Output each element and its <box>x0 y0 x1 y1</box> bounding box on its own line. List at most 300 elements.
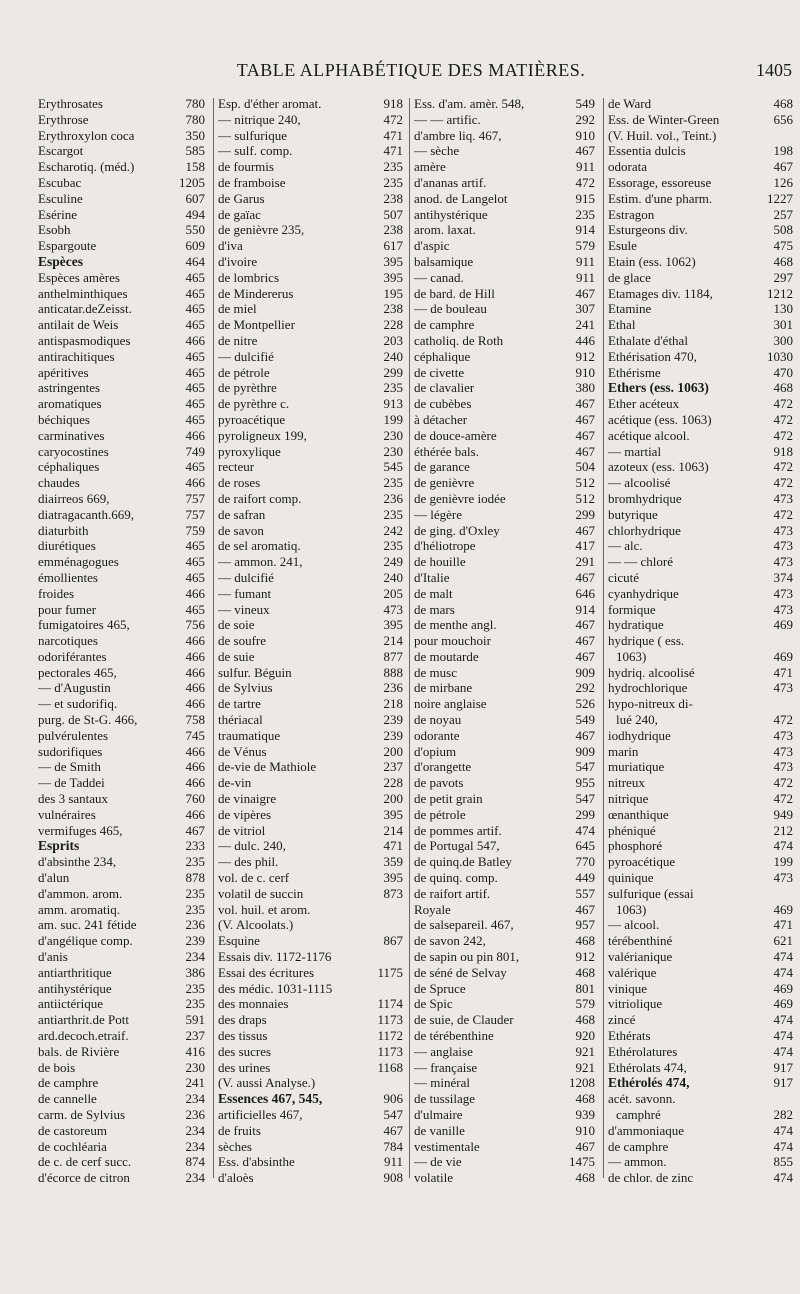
entry-term: — anglaise <box>414 1043 473 1059</box>
entry-page-ref: 547 <box>383 1107 403 1122</box>
entry-page-ref: 1168 <box>377 1059 403 1075</box>
index-entry <box>38 523 208 539</box>
entry-page-ref: 949 <box>773 806 793 822</box>
entry-page-ref: 395 <box>383 806 403 822</box>
entry-page-ref: 465 <box>185 538 205 554</box>
index-entry <box>38 744 208 760</box>
entry-page-ref: 234 <box>185 1091 205 1107</box>
index-entry <box>38 380 208 396</box>
index-entry <box>608 159 796 175</box>
entry-page-ref: 467 <box>575 443 595 459</box>
entry-term: de safran <box>218 506 266 522</box>
entry-term: de clavalier <box>414 380 475 396</box>
entry-page-ref: 249 <box>383 554 403 570</box>
index-entry <box>414 586 598 602</box>
entry-term: de soie <box>218 617 255 633</box>
entry-term: phéniqué <box>608 822 656 838</box>
index-entry <box>608 728 796 744</box>
entry-page-ref: 909 <box>575 664 595 680</box>
index-entry <box>414 238 598 254</box>
entry-page-ref: 545 <box>383 459 403 475</box>
index-entry <box>608 759 796 775</box>
entry-page-ref: 466 <box>185 585 205 601</box>
index-entry <box>38 1044 208 1060</box>
entry-page-ref: 1227 <box>767 190 793 206</box>
index-entry <box>608 791 796 807</box>
entry-term: à détacher <box>414 411 468 427</box>
entry-term: butyrique <box>608 506 658 522</box>
entry-term: Esprits <box>38 838 80 854</box>
entry-term: Erythrosates <box>38 96 103 111</box>
entry-page-ref: 468 <box>773 253 793 269</box>
index-entry <box>414 680 598 696</box>
index-entry <box>608 238 796 254</box>
entry-term: Essences 467, 545, <box>218 1091 323 1107</box>
index-entry <box>608 633 796 649</box>
index-entry <box>218 1044 406 1060</box>
entry-term: formique <box>608 601 656 617</box>
entry-term: Ess. d'absinthe <box>218 1154 295 1170</box>
entry-page-ref: 468 <box>773 96 793 111</box>
index-entry <box>414 1060 598 1076</box>
entry-page-ref: 465 <box>185 364 205 380</box>
entry-page-ref: 494 <box>185 206 205 222</box>
entry-page-ref: 299 <box>575 806 595 822</box>
entry-term: antilait de Weis <box>38 317 119 333</box>
entry-page-ref: 473 <box>773 870 793 886</box>
index-entry <box>608 1170 796 1186</box>
entry-term: de garance <box>414 459 470 475</box>
entry-term: am. suc. 241 fétide <box>38 917 137 933</box>
entry-term: — d'Augustin <box>38 680 111 696</box>
entry-page-ref: 235 <box>383 174 403 190</box>
entry-term: de Sylvius <box>218 680 273 696</box>
entry-term: anticatar.deZeisst. <box>38 301 132 317</box>
entry-term: antiictérique <box>38 996 103 1012</box>
entry-page-ref: 465 <box>185 317 205 333</box>
entry-page-ref: 467 <box>575 569 595 585</box>
entry-page-ref: 473 <box>383 601 403 617</box>
entry-term: carm. de Sylvius <box>38 1107 126 1122</box>
entry-term: valérique <box>608 964 657 980</box>
index-entry <box>38 412 208 428</box>
index-entry <box>608 823 796 839</box>
entry-term: des monnaies <box>218 996 289 1012</box>
entry-term: Etamages div. 1184, <box>608 285 713 301</box>
entry-term: Ethérisme <box>608 364 661 380</box>
index-entry <box>218 207 406 223</box>
index-entry <box>414 396 598 412</box>
entry-page-ref: 241 <box>185 1075 205 1091</box>
entry-page-ref: 914 <box>575 601 595 617</box>
entry-term: hydratique <box>608 617 664 633</box>
index-entry <box>608 491 796 507</box>
entry-term: lué 240, <box>616 712 658 728</box>
index-entry <box>218 254 406 270</box>
entry-page-ref: 550 <box>185 222 205 238</box>
entry-page-ref: 921 <box>575 1059 595 1075</box>
entry-term: — sulfurique <box>218 127 287 143</box>
index-entry <box>38 1060 208 1076</box>
entry-term: cyanhydrique <box>608 585 679 601</box>
entry-page-ref: 237 <box>185 1028 205 1044</box>
index-entry <box>414 1170 598 1186</box>
entry-page-ref: 235 <box>185 980 205 996</box>
entry-term: quinique <box>608 870 654 886</box>
entry-term: de genièvre iodée <box>414 490 506 506</box>
entry-term: d'orangette <box>414 759 472 775</box>
index-entry <box>218 1170 406 1186</box>
index-entry <box>414 554 598 570</box>
entry-page-ref: 474 <box>773 1138 793 1154</box>
entry-term: artificielles 467, <box>218 1107 303 1122</box>
index-entry <box>218 949 406 965</box>
entry-page-ref: 238 <box>383 190 403 206</box>
entry-page-ref: 465 <box>185 411 205 427</box>
entry-page-ref: 911 <box>575 269 595 285</box>
index-entry <box>38 680 208 696</box>
entry-term: de-vin <box>218 775 252 791</box>
index-entry <box>608 444 796 460</box>
entry-page-ref: 467 <box>773 159 793 175</box>
index-entry <box>218 744 406 760</box>
entry-term: de camphre <box>38 1075 99 1091</box>
entry-term: de malt <box>414 585 453 601</box>
entry-page-ref: 468 <box>575 933 595 949</box>
entry-term: des médic. 1031-1115 <box>218 980 333 996</box>
entry-term: de nitre <box>218 332 258 348</box>
entry-page-ref: 472 <box>773 411 793 427</box>
index-entry <box>414 143 598 159</box>
index-entry <box>218 1075 406 1091</box>
entry-page-ref: 878 <box>185 870 205 886</box>
index-entry <box>38 791 208 807</box>
entry-page-ref: 474 <box>773 964 793 980</box>
entry-term: — sèche <box>414 143 460 159</box>
entry-page-ref: 395 <box>383 253 403 269</box>
index-entry <box>414 744 598 760</box>
index-entry <box>38 396 208 412</box>
index-entry <box>38 1139 208 1155</box>
index-entry <box>414 759 598 775</box>
index-entry <box>38 933 208 949</box>
index-entry <box>414 965 598 981</box>
index-entry <box>414 665 598 681</box>
entry-term: de séné de Selvay <box>414 964 507 980</box>
entry-term: (V. Huil. vol., Teint.) <box>608 127 717 143</box>
index-entry <box>608 222 796 238</box>
entry-page-ref: 467 <box>575 1138 595 1154</box>
entry-page-ref: 469 <box>773 980 793 996</box>
entry-term: d'opium <box>414 743 457 759</box>
entry-term: d'Italie <box>414 569 450 585</box>
entry-page-ref: 466 <box>185 648 205 664</box>
entry-page-ref: 557 <box>575 885 595 901</box>
entry-term: de Ward <box>608 96 652 111</box>
entry-term: des urines <box>218 1059 271 1075</box>
index-entry <box>218 981 406 997</box>
entry-page-ref: 465 <box>185 348 205 364</box>
entry-term: Escubac <box>38 174 82 190</box>
entry-page-ref: 466 <box>185 475 205 491</box>
entry-term: des draps <box>218 1012 267 1028</box>
entry-term: Ethérolatures <box>608 1043 678 1059</box>
index-entry <box>218 791 406 807</box>
index-entry <box>218 728 406 744</box>
entry-term: Esturgeons div. <box>608 222 688 238</box>
entry-page-ref: 910 <box>575 127 595 143</box>
index-entry <box>38 996 208 1012</box>
index-entry <box>608 807 796 823</box>
entry-term: Etamine <box>608 301 652 317</box>
index-entry <box>38 570 208 586</box>
index-entry <box>608 1028 796 1044</box>
entry-page-ref: 468 <box>575 1170 595 1186</box>
entry-page-ref: 212 <box>773 822 793 838</box>
index-entry <box>414 617 598 633</box>
entry-term: — dulcifié <box>218 348 274 364</box>
index-entry <box>608 523 796 539</box>
entry-term: — dulc. 240, <box>218 838 286 854</box>
entry-term: — — chloré <box>608 554 673 570</box>
entry-page-ref: 784 <box>383 1138 403 1154</box>
index-entry <box>414 475 598 491</box>
entry-page-ref: 469 <box>773 648 793 664</box>
entry-term: muriatique <box>608 759 665 775</box>
index-entry <box>608 507 796 523</box>
entry-page-ref: 473 <box>773 759 793 775</box>
entry-page-ref: 645 <box>575 838 595 854</box>
entry-page-ref: 236 <box>185 917 205 933</box>
column-divider <box>409 98 410 1178</box>
index-entry <box>218 301 406 317</box>
entry-page-ref: 1173 <box>377 1012 403 1028</box>
entry-term: anod. de Langelot <box>414 190 508 206</box>
index-entry <box>414 317 598 333</box>
index-entry <box>608 870 796 886</box>
entry-term: camphré <box>616 1107 661 1122</box>
entry-page-ref: 234 <box>185 1170 205 1186</box>
entry-term: — vineux <box>218 601 270 617</box>
index-entry <box>218 523 406 539</box>
entry-page-ref: 466 <box>185 806 205 822</box>
index-entry <box>38 759 208 775</box>
index-entry <box>414 112 598 128</box>
entry-term: céphaliques <box>38 459 100 475</box>
entry-term: amm. aromatiq. <box>38 901 120 917</box>
entry-page-ref: 467 <box>575 633 595 649</box>
index-entry <box>38 222 208 238</box>
entry-page-ref: 239 <box>185 933 205 949</box>
entry-page-ref: 585 <box>185 143 205 159</box>
entry-term: Ethérats <box>608 1028 651 1044</box>
entry-term: œnanthique <box>608 806 669 822</box>
index-entry <box>414 286 598 302</box>
entry-page-ref: 468 <box>773 380 793 396</box>
entry-term: de Vénus <box>218 743 267 759</box>
index-entry <box>218 570 406 586</box>
index-entry <box>38 917 208 933</box>
entry-term: d'ananas artif. <box>414 174 487 190</box>
entry-page-ref: 300 <box>773 332 793 348</box>
entry-term: Essorage, essoreuse <box>608 174 712 190</box>
index-entry <box>608 365 796 381</box>
entry-term: de pavots <box>414 775 464 791</box>
entry-term: — sulf. comp. <box>218 143 293 159</box>
index-entry <box>608 1044 796 1060</box>
entry-page-ref: 297 <box>773 269 793 285</box>
index-entry <box>38 159 208 175</box>
index-entry <box>608 207 796 223</box>
index-entry <box>38 807 208 823</box>
index-entry <box>38 286 208 302</box>
index-entry <box>414 207 598 223</box>
entry-term: de vinaigre <box>218 791 277 807</box>
index-entry <box>414 159 598 175</box>
index-entry <box>608 112 796 128</box>
index-entry <box>414 570 598 586</box>
entry-page-ref: 467 <box>575 648 595 664</box>
index-entry <box>218 128 406 144</box>
entry-page-ref: 416 <box>185 1043 205 1059</box>
entry-term: arom. laxat. <box>414 222 476 238</box>
entry-page-ref: 472 <box>773 506 793 522</box>
index-entry <box>414 917 598 933</box>
entry-term: Ess. de Winter-Green <box>608 111 720 127</box>
entry-term: — martial <box>608 443 662 459</box>
index-entry <box>218 365 406 381</box>
index-entry <box>414 791 598 807</box>
index-entry <box>414 633 598 649</box>
index-entry <box>38 838 208 854</box>
entry-page-ref: 473 <box>773 554 793 570</box>
entry-term: Esquine <box>218 933 260 949</box>
entry-term: de pommes artif. <box>414 822 502 838</box>
index-entry <box>414 838 598 854</box>
entry-page-ref: 474 <box>773 949 793 965</box>
entry-page-ref: 466 <box>185 743 205 759</box>
index-entry <box>218 917 406 933</box>
index-entry <box>414 333 598 349</box>
entry-term: — des phil. <box>218 854 279 870</box>
entry-term: de vipères <box>218 806 272 822</box>
entry-page-ref: 656 <box>773 111 793 127</box>
entry-term: pour mouchoir <box>414 633 491 649</box>
entry-term: de savon 242, <box>414 933 486 949</box>
entry-page-ref: 465 <box>185 269 205 285</box>
index-entry <box>608 1091 796 1107</box>
page-number: 1405 <box>756 60 792 80</box>
index-entry <box>608 475 796 491</box>
entry-page-ref: 233 <box>185 838 205 854</box>
entry-term: de vanille <box>414 1122 465 1138</box>
index-entry <box>38 854 208 870</box>
entry-term: odoriférantes <box>38 648 107 664</box>
entry-term: d'aspic <box>414 238 450 254</box>
index-entry <box>608 459 796 475</box>
entry-term: volatile <box>414 1170 453 1186</box>
entry-page-ref: 236 <box>383 490 403 506</box>
index-entry <box>218 396 406 412</box>
entry-term: Ethal <box>608 317 636 333</box>
entry-term: de framboise <box>218 174 286 190</box>
entry-term: de fruits <box>218 1122 261 1138</box>
index-entry <box>218 602 406 618</box>
entry-page-ref: 473 <box>773 522 793 538</box>
index-entry <box>38 949 208 965</box>
entry-page-ref: 758 <box>185 712 205 728</box>
entry-page-ref: 307 <box>575 301 595 317</box>
index-entry <box>414 949 598 965</box>
index-entry <box>38 554 208 570</box>
entry-page-ref: 471 <box>773 917 793 933</box>
entry-page-ref: 203 <box>383 332 403 348</box>
entry-term: — et sudorifiq. <box>38 696 118 712</box>
entry-page-ref: 1175 <box>377 964 403 980</box>
entry-term: de miel <box>218 301 257 317</box>
entry-term: sulfurique (essai <box>608 885 694 901</box>
entry-page-ref: 467 <box>575 396 595 412</box>
entry-term: d'ambre liq. 467, <box>414 127 502 143</box>
entry-term: — française <box>414 1059 478 1075</box>
entry-term: de petit grain <box>414 791 483 807</box>
entry-page-ref: 198 <box>773 143 793 159</box>
index-entry <box>38 459 208 475</box>
index-entry <box>38 1091 208 1107</box>
entry-term: béchiques <box>38 411 90 427</box>
entry-term: d'angélique comp. <box>38 933 133 949</box>
entry-term: carminatives <box>38 427 105 443</box>
entry-page-ref: 239 <box>383 727 403 743</box>
index-entry <box>608 286 796 302</box>
index-entry <box>218 191 406 207</box>
entry-page-ref: 237 <box>383 759 403 775</box>
index-entry <box>38 823 208 839</box>
index-entry <box>414 886 598 902</box>
entry-term: Estragon <box>608 206 655 222</box>
entry-page-ref: 473 <box>773 601 793 617</box>
index-entry <box>38 1075 208 1091</box>
index-entry <box>608 602 796 618</box>
entry-term: de Spruce <box>414 980 466 996</box>
entry-page-ref: 242 <box>383 522 403 538</box>
index-entry <box>414 270 598 286</box>
entry-page-ref: 234 <box>185 1138 205 1154</box>
entry-term: — de vie <box>414 1154 462 1170</box>
entry-page-ref: 200 <box>383 791 403 807</box>
entry-term: odorante <box>414 727 460 743</box>
index-entry <box>38 886 208 902</box>
index-entry <box>218 902 406 918</box>
entry-term: antiarthrit.de Pott <box>38 1012 129 1028</box>
index-entry <box>608 333 796 349</box>
entry-page-ref: 917 <box>773 1075 793 1091</box>
entry-term: de Portugal 547, <box>414 838 500 854</box>
entry-term: antispasmodiques <box>38 332 131 348</box>
index-entry <box>38 1123 208 1139</box>
index-entry <box>38 333 208 349</box>
entry-term: de douce-amère <box>414 427 497 443</box>
entry-page-ref: 473 <box>773 490 793 506</box>
entry-term: d'aloès <box>218 1170 254 1186</box>
entry-page-ref: 466 <box>185 664 205 680</box>
entry-page-ref: 417 <box>575 538 595 554</box>
index-entry <box>414 507 598 523</box>
entry-page-ref: 855 <box>773 1154 793 1170</box>
entry-term: Esobh <box>38 222 71 238</box>
entry-page-ref: 757 <box>185 506 205 522</box>
entry-page-ref: 466 <box>185 680 205 696</box>
